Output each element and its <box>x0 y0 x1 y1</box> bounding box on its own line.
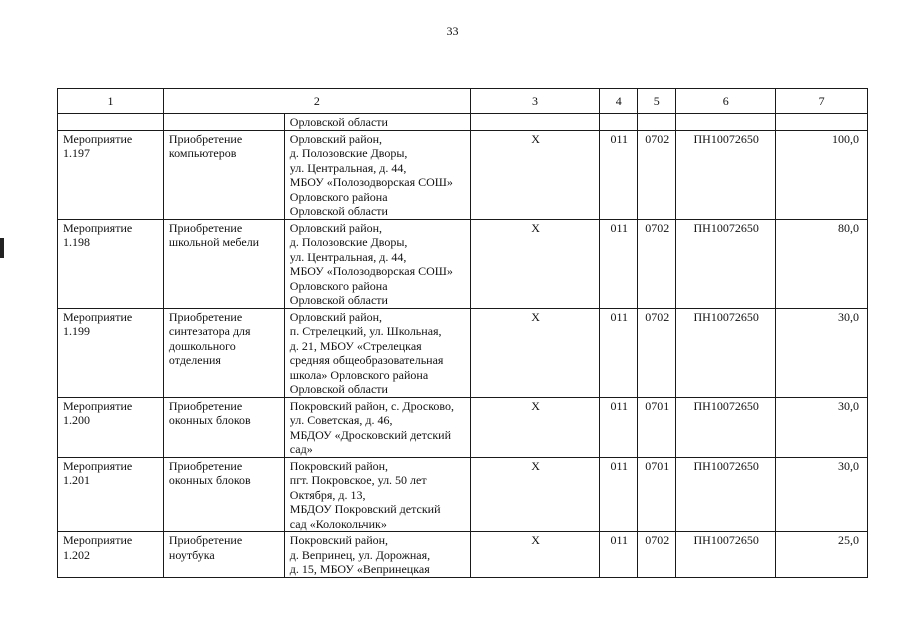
name-cell <box>163 457 284 532</box>
address-line: сад» <box>289 442 313 456</box>
amount-cell: 25,0 <box>776 532 868 578</box>
amount-cell: 30,0 <box>776 397 868 457</box>
address-line: МБОУ «Полозодворская СОШ» <box>289 175 453 189</box>
table-row <box>58 397 868 457</box>
event-cell <box>58 532 164 578</box>
continuation-empty-cell <box>163 114 284 131</box>
col5-cell: 0701 <box>638 397 676 457</box>
header-cell-7: 7 <box>776 89 868 114</box>
name-line: оконных блоков <box>168 413 251 427</box>
name-line: ноутбука <box>168 547 215 562</box>
event-line: Мероприятие <box>63 220 133 235</box>
address-line: сад «Колокольчик» <box>289 516 387 531</box>
address-line: Орловского района <box>289 189 388 204</box>
name-line: Приобретение <box>168 458 243 473</box>
name-line: компьютеров <box>168 146 237 160</box>
address-line: МБДОУ «Дросковский детский <box>289 427 452 442</box>
col5-cell: 0702 <box>638 219 676 308</box>
address-line: средняя общеобразовательная <box>289 353 444 367</box>
col3-cell: Х <box>470 130 600 219</box>
address-line: п. Стрелецкий, ул. Школьная, <box>289 324 442 338</box>
name-line: школьной мебели <box>168 235 260 249</box>
event-line: 1.198 <box>63 235 90 249</box>
table-row <box>58 532 868 578</box>
amount-cell: 30,0 <box>776 308 868 397</box>
col4-cell: 011 <box>600 532 638 578</box>
name-line: синтезатора для <box>168 324 251 338</box>
col6-cell: ПН10072650 <box>676 219 776 308</box>
event-line: Мероприятие <box>63 309 133 324</box>
header-cell-1: 1 <box>58 89 164 114</box>
header-cell-6: 6 <box>676 89 776 114</box>
continuation-empty-cell <box>638 114 676 131</box>
event-line: 1.199 <box>63 324 90 338</box>
event-line: Мероприятие <box>63 458 133 473</box>
continuation-empty-cell <box>776 114 868 131</box>
event-cell <box>58 219 164 308</box>
col4-cell: 011 <box>600 457 638 532</box>
name-line: Приобретение <box>168 398 243 413</box>
continuation-empty-cell <box>600 114 638 131</box>
address-line: Покровский район, с. Дросково, <box>289 398 454 413</box>
name-line: Приобретение <box>168 309 243 324</box>
col5-cell: 0702 <box>638 308 676 397</box>
name-line: Приобретение <box>168 131 243 146</box>
event-line: 1.200 <box>63 413 90 427</box>
name-line: оконных блоков <box>168 473 251 487</box>
address-line: Орловского района <box>289 278 388 293</box>
col5-cell: 0702 <box>638 130 676 219</box>
continuation-text: Орловской области <box>289 115 388 129</box>
col5-cell: 0702 <box>638 532 676 578</box>
col3-cell: Х <box>470 397 600 457</box>
address-line: Покровский район, <box>289 533 389 547</box>
address-cell <box>284 130 470 219</box>
address-line: школа» Орловского района <box>289 367 429 382</box>
address-line: Орловской области <box>289 293 388 307</box>
address-cell <box>284 457 470 532</box>
event-cell <box>58 308 164 397</box>
event-line: Мероприятие <box>63 533 133 547</box>
event-line: 1.201 <box>63 473 90 487</box>
table-row <box>58 457 868 532</box>
amount-cell: 80,0 <box>776 219 868 308</box>
col4-cell: 011 <box>600 219 638 308</box>
col6-cell: ПН10072650 <box>676 308 776 397</box>
name-cell <box>163 130 284 219</box>
col3-cell: Х <box>470 219 600 308</box>
header-cell-5: 5 <box>638 89 676 114</box>
address-cell <box>284 219 470 308</box>
col4-cell: 011 <box>600 130 638 219</box>
continuation-empty-cell <box>470 114 600 131</box>
address-line: д. Полозовские Дворы, <box>289 146 408 160</box>
address-line: д. Вепринец, ул. Дорожная, <box>289 547 431 562</box>
name-line: Приобретение <box>168 533 243 547</box>
address-line: Орловский район, <box>289 220 383 235</box>
address-line: ул. Центральная, д. 44, <box>289 160 407 175</box>
col3-cell: Х <box>470 308 600 397</box>
address-line: Покровский район, <box>289 458 389 473</box>
col6-cell: ПН10072650 <box>676 397 776 457</box>
col6-cell: ПН10072650 <box>676 457 776 532</box>
col3-cell: Х <box>470 532 600 578</box>
address-line: д. 21, МБОУ «Стрелецкая <box>289 338 422 353</box>
address-line: пгт. Покровское, ул. 50 лет <box>289 473 427 487</box>
header-cell-2: 2 <box>163 89 470 114</box>
continuation-empty-cell <box>676 114 776 131</box>
amount-cell: 30,0 <box>776 457 868 532</box>
name-cell <box>163 397 284 457</box>
event-cell <box>58 397 164 457</box>
name-cell <box>163 219 284 308</box>
event-cell <box>58 130 164 219</box>
col5-cell: 0701 <box>638 457 676 532</box>
event-line: 1.202 <box>63 547 90 562</box>
address-line: МБОУ «Полозодворская СОШ» <box>289 264 453 278</box>
continuation-address-cell <box>284 114 470 131</box>
name-cell <box>163 308 284 397</box>
continuation-empty-cell <box>58 114 164 131</box>
address-line: Орловской области <box>289 382 388 396</box>
name-line: дошкольного <box>168 338 236 353</box>
name-cell <box>163 532 284 578</box>
address-line: д. Полозовские Дворы, <box>289 235 408 249</box>
address-line: ул. Центральная, д. 44, <box>289 249 407 264</box>
table-row <box>58 219 868 308</box>
event-line: Мероприятие <box>63 131 133 146</box>
col3-cell: Х <box>470 457 600 532</box>
header-cell-4: 4 <box>600 89 638 114</box>
col4-cell: 011 <box>600 308 638 397</box>
address-cell <box>284 308 470 397</box>
col6-cell: ПН10072650 <box>676 532 776 578</box>
name-line: отделения <box>168 353 221 367</box>
scan-edge-mark <box>0 238 4 258</box>
address-cell <box>284 397 470 457</box>
table-row <box>58 130 868 219</box>
col6-cell: ПН10072650 <box>676 130 776 219</box>
address-line: д. 15, МБОУ «Вепринецкая <box>289 562 430 576</box>
name-line: Приобретение <box>168 220 243 235</box>
event-line: 1.197 <box>63 146 90 160</box>
address-line: Орловский район, <box>289 309 383 324</box>
page-number: 33 <box>446 24 459 38</box>
header-cell-3: 3 <box>470 89 600 114</box>
address-line: Орловской области <box>289 204 388 218</box>
col4-cell: 011 <box>600 397 638 457</box>
budget-table <box>57 88 868 578</box>
address-line: Октября, д. 13, <box>289 487 366 502</box>
address-line: МБДОУ Покровский детский <box>289 502 441 516</box>
continuation-row <box>58 114 868 131</box>
table-row <box>58 308 868 397</box>
event-cell <box>58 457 164 532</box>
address-cell <box>284 532 470 578</box>
address-line: Орловский район, <box>289 131 383 146</box>
amount-cell: 100,0 <box>776 130 868 219</box>
header-row <box>58 89 868 114</box>
address-line: ул. Советская, д. 46, <box>289 413 393 427</box>
event-line: Мероприятие <box>63 398 133 413</box>
